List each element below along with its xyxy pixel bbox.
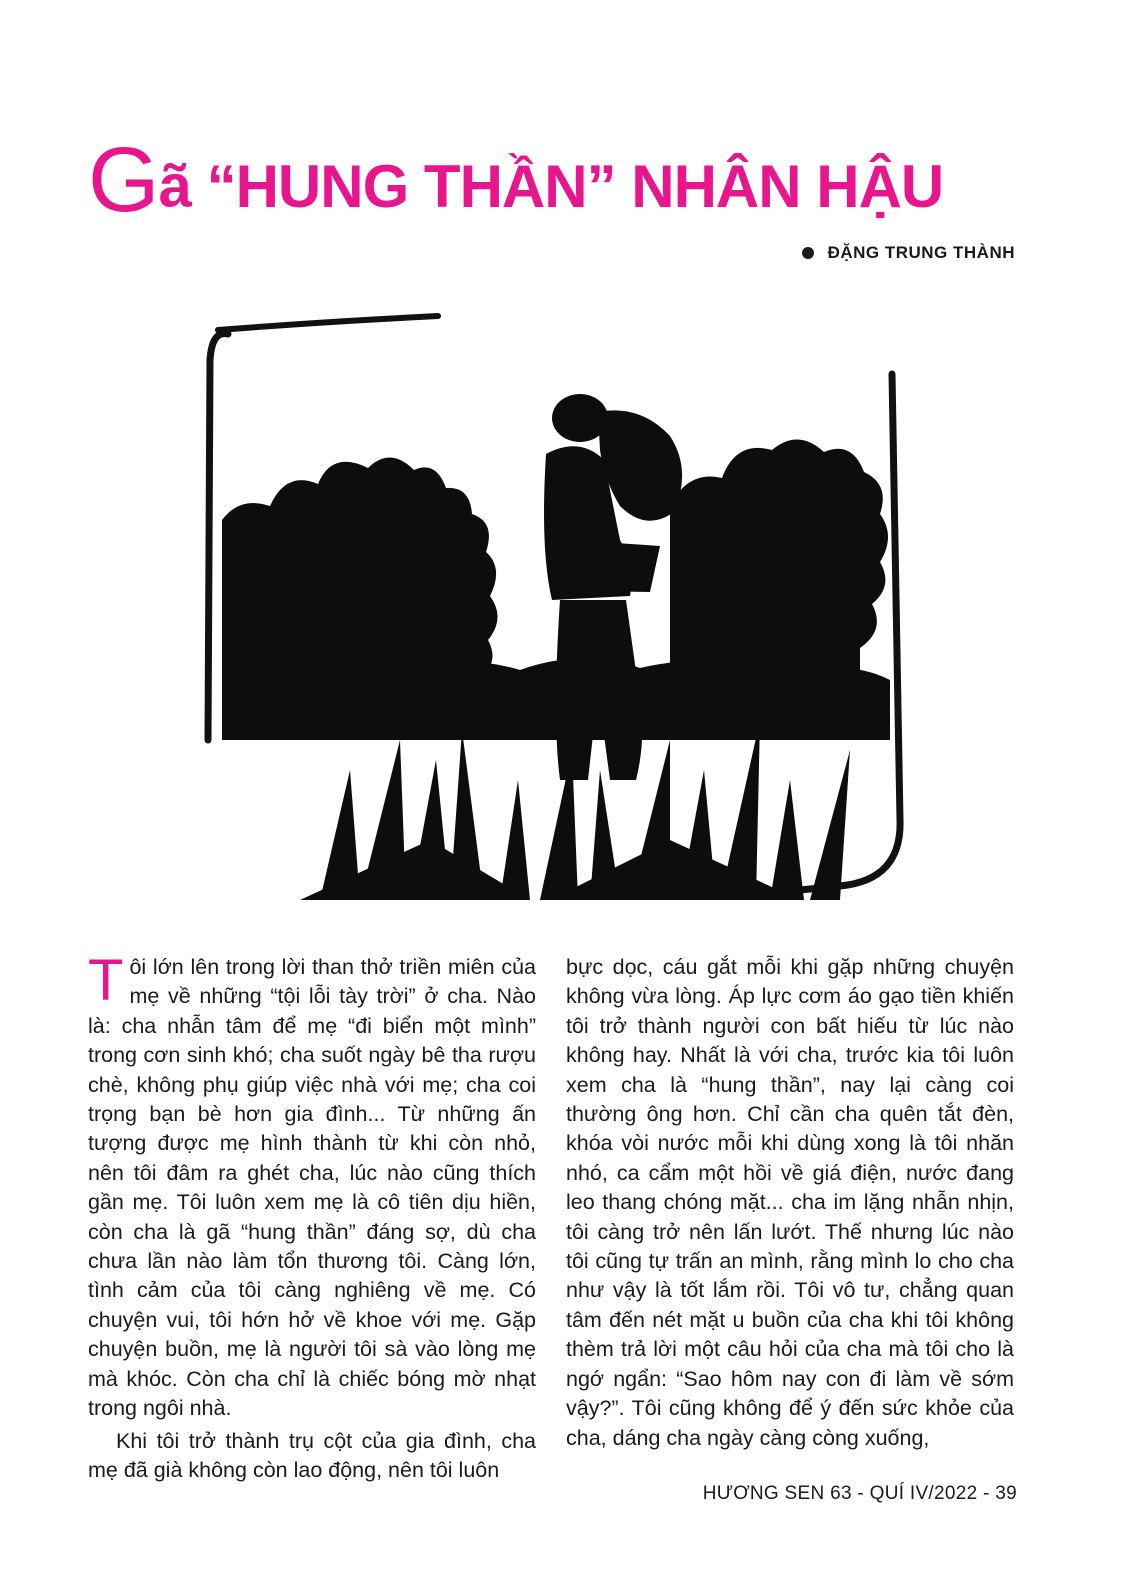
byline xyxy=(802,243,1015,263)
author-name: ĐẶNG TRUNG THÀNH xyxy=(827,243,1015,262)
drop-cap: T xyxy=(88,948,124,1013)
article-title xyxy=(88,128,1048,231)
figure-legs xyxy=(556,600,642,780)
paragraph-2: Khi tôi trở thành trụ cột của gia đình, cha mẹ đã già không còn lao động, nên tôi luôn xyxy=(88,1428,536,1482)
bullet-icon xyxy=(802,247,814,259)
article-column-right xyxy=(566,953,1014,1453)
paragraph-1 xyxy=(88,948,536,1424)
paragraph-1-text: ôi lớn lên trong lời than thở triền miên của mẹ về những “tội lỗi tày trời” ở cha. Nào là: cha nhẫn tâm để mẹ “đi biển một mình” trong cơn sinh khó; cha suốt ngày bê tha rượu chè, không phụ giúp việc nhà với mẹ; cha coi trọng bạn bè hơn gia đình... Từ những ấn tượng được mẹ hình thành từ khi còn nhỏ, nên tôi đâm ra ghét cha, lúc nào cũng thích gần mẹ. Tôi luôn xem mẹ là cô tiên dịu hiền, còn cha là gã “hung thần” đáng sợ, dù cha chưa lần nào làm tổn thương tôi. Càng lớn, tình cảm của tôi càng nghiêng về mẹ. Có chuyện vui, tôi hớn hở về khoe với mẹ. Gặp chuyện buồn, mẹ là người tôi sà vào lòng mẹ mà khóc. Còn cha chỉ là chiếc bóng mờ nhạt trong ngôi nhà. xyxy=(88,955,536,1421)
figure-basket xyxy=(546,538,660,592)
page-footer: HƯƠNG SEN 63 - QUÍ IV/2022 - 39 xyxy=(702,1483,1017,1504)
frame-top-stroke xyxy=(218,316,438,330)
title-rest: ã “HUNG THẦN” NHÂN HẬU xyxy=(158,153,944,220)
article-column-left xyxy=(88,948,536,1485)
paragraph-3: bực dọc, cáu gắt mỗi khi gặp những chuyện không vừa lòng. Áp lực cơm áo gạo tiền khiến tôi trở thành người con bất hiếu từ lúc nào không hay. Nhất là với cha, trước kia tôi luôn xem cha là “hung thần”, nay lại càng coi thường ông hơn. Chỉ cần cha quên tắt đèn, khóa vòi nước mỗi khi dùng xong là tôi nhăn nhó, ca cẩm một hồi về giá điện, nước đang leo thang chóng mặt... cha im lặng nhẫn nhịn, tôi càng trở nên lấn lướt. Thế nhưng lúc nào tôi cũng tự trấn an mình, rằng mình lo cho cha như vậy là tốt lắm rồi. Tôi vô tư, chẳng quan tâm đến nét mặt u buồn của cha khi tôi không thèm trả lời một câu hỏi của cha mà tôi cho là ngớ ngẩn: “Sao hôm nay con đi làm về sớm vậy?”. Tôi cũng không để ý đến sức khỏe của cha, dáng cha ngày càng còng xuống, xyxy=(566,955,1014,1450)
title-initial: G xyxy=(88,129,159,231)
illustration xyxy=(200,300,920,900)
